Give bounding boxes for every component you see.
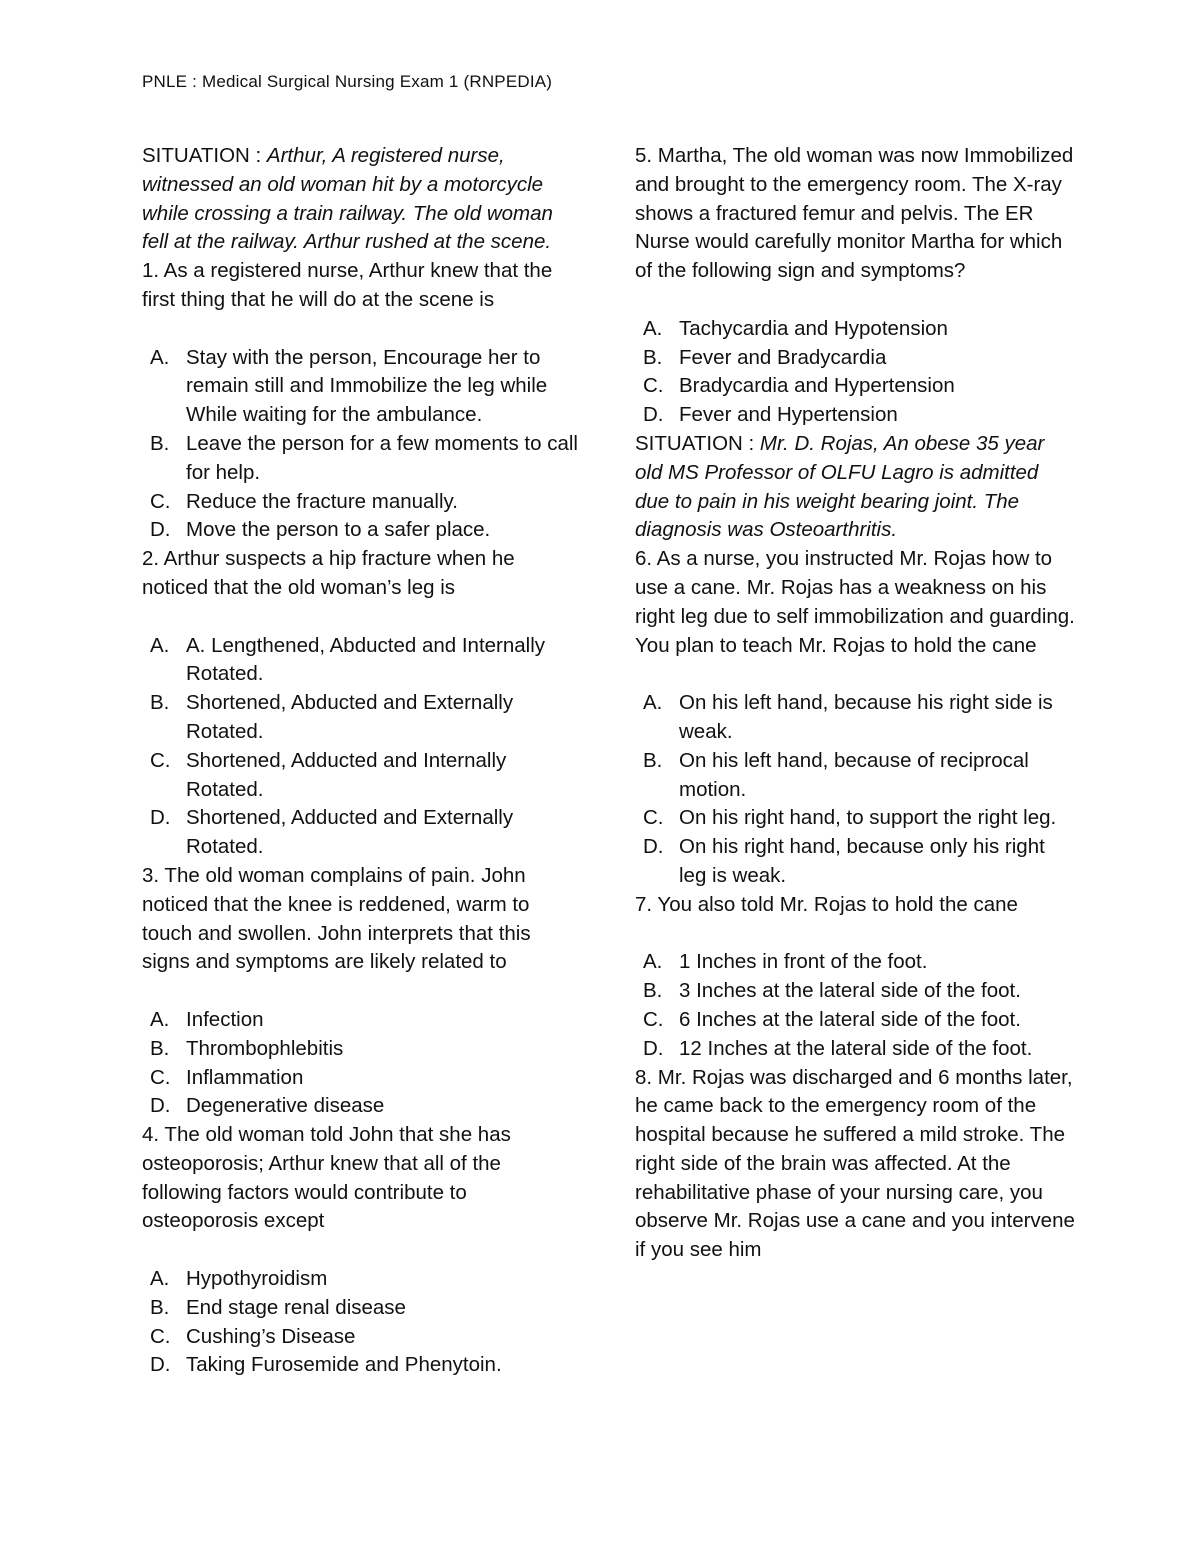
option-letter: D.: [150, 1094, 171, 1118]
option-text: Fever and Hypertension: [679, 403, 898, 427]
option-text: 6 Inches at the lateral side of the foot.: [679, 1007, 1021, 1031]
option-text: Leave the person for a few moments to call for help.: [186, 431, 578, 484]
option-text: Shortened, Adducted and Externally Rotated.: [186, 806, 514, 859]
option-text: On his left hand, because his right side is weak.: [679, 691, 1053, 743]
option-text: Thrombophlebitis: [186, 1036, 344, 1060]
option-letter: D.: [643, 835, 664, 859]
page-header: PNLE : Medical Surgical Nursing Exam 1 (RNPEDIA): [142, 72, 553, 91]
option-text: Tachycardia and Hypotension: [679, 316, 948, 340]
option-text: 1 Inches in front of the foot.: [679, 950, 928, 974]
left-column: [142, 142, 582, 1380]
option-text: Stay with the person, Encourage her to remain still and Immobilize the leg while While waiting for the ambulance.: [186, 345, 548, 427]
option-letter: D.: [150, 518, 171, 542]
option-c: [635, 372, 1075, 401]
option-text: Taking Furosemide and Phenytoin.: [186, 1353, 502, 1377]
option-letter: A.: [643, 691, 663, 715]
question-6: 6. As a nurse, you instructed Mr. Rojas how to use a cane. Mr. Rojas has a weakness on his right leg due to self immobilization and guarding. You plan to teach Mr. Rojas to hold the cane: [635, 547, 1075, 657]
option-d: [635, 401, 1075, 430]
option-text: 3 Inches at the lateral side of the foot.: [679, 979, 1021, 1003]
situation-text: Mr. D. Rojas, An obese 35 year old MS Professor of OLFU Lagro is admitted due to pain in his weight bearing joint. The diagnosis was Osteoarthritis.: [635, 431, 1045, 542]
option-letter: B.: [150, 1295, 170, 1319]
situation-label: SITUATION :: [635, 431, 760, 455]
option-letter: C.: [150, 1324, 171, 1348]
option-d: [142, 804, 582, 862]
option-text: Fever and Bradycardia: [679, 345, 887, 369]
option-c: [635, 1006, 1075, 1035]
option-text: Shortened, Adducted and Internally Rotated.: [186, 748, 507, 801]
option-letter: A.: [150, 345, 170, 369]
option-b: [142, 1035, 582, 1064]
option-text: Hypothyroidism: [186, 1267, 328, 1291]
option-letter: D.: [643, 403, 664, 427]
option-letter: A.: [150, 1267, 170, 1291]
option-a: [142, 1006, 582, 1035]
option-a: [635, 315, 1075, 344]
option-a: [635, 948, 1075, 977]
option-letter: C.: [150, 1065, 171, 1089]
question-5: 5. Martha, The old woman was now Immobilized and brought to the emergency room. The X-ray shows a fractured femur and pelvis. The ER Nurse would carefully monitor Martha for which of the following sign and symptoms?: [635, 144, 1074, 283]
option-text: Move the person to a safer place.: [186, 518, 491, 542]
option-a: [142, 1265, 582, 1294]
options-q3: [142, 1006, 582, 1121]
option-b: [142, 689, 582, 747]
option-text: Cushing’s Disease: [186, 1324, 356, 1348]
option-letter: A.: [643, 950, 663, 974]
question-4: 4. The old woman told John that she has osteoporosis; Arthur knew that all of the following factors would contribute to osteoporosis except: [142, 1123, 511, 1233]
situation-label: SITUATION :: [142, 144, 267, 167]
question-7: 7. You also told Mr. Rojas to hold the cane: [635, 892, 1018, 916]
option-text: Reduce the fracture manually.: [186, 489, 458, 513]
option-c: [142, 1323, 582, 1352]
option-text: On his right hand, because only his right leg is weak.: [679, 835, 1045, 887]
option-letter: C.: [150, 489, 171, 513]
option-a: [142, 632, 582, 690]
question-3: 3. The old woman complains of pain. John noticed that the knee is reddened, warm to touch and swollen. John interprets that this signs and symptoms are likely related to: [142, 863, 531, 974]
options-q1: [142, 344, 582, 546]
option-d: [142, 516, 582, 545]
option-letter: B.: [150, 691, 170, 715]
option-b: [635, 747, 1075, 805]
options-q2: [142, 632, 582, 862]
option-letter: A.: [643, 316, 663, 340]
question-8: 8. Mr. Rojas was discharged and 6 months later, he came back to the emergency room of the hospital because he suffered a mild stroke. The right side of the brain was affected. At the rehabilitative phase of your nursing care, you observe Mr. Rojas use a cane and you intervene if you see him: [635, 1065, 1075, 1262]
options-q5: [635, 315, 1075, 430]
option-text: Inflammation: [186, 1065, 304, 1089]
option-letter: A.: [150, 633, 170, 657]
option-d: [635, 1035, 1075, 1064]
option-text: On his right hand, to support the right leg.: [679, 806, 1057, 830]
option-d: [142, 1092, 582, 1121]
option-b: [635, 344, 1075, 373]
option-letter: B.: [150, 1036, 170, 1060]
option-a: [142, 344, 582, 430]
option-c: [635, 804, 1075, 833]
option-text: Degenerative disease: [186, 1094, 385, 1118]
option-letter: B.: [643, 345, 663, 369]
option-letter: B.: [150, 431, 170, 455]
option-b: [142, 1294, 582, 1323]
option-c: [142, 488, 582, 517]
option-text: End stage renal disease: [186, 1295, 406, 1319]
option-letter: B.: [643, 748, 663, 772]
option-text: Infection: [186, 1007, 264, 1031]
option-b: [142, 430, 582, 488]
question-1: 1. As a registered nurse, Arthur knew that the first thing that he will do at the scene is: [142, 259, 553, 311]
option-letter: C.: [643, 806, 664, 830]
option-letter: C.: [150, 748, 171, 772]
option-text: Bradycardia and Hypertension: [679, 374, 955, 398]
option-b: [635, 977, 1075, 1006]
options-q7: [635, 948, 1075, 1063]
option-a: [635, 689, 1075, 747]
option-letter: D.: [150, 1353, 171, 1377]
option-text: A. Lengthened, Abducted and Internally Rotated.: [186, 633, 546, 686]
situation-text: Arthur, A registered nurse, witnessed an old woman hit by a motorcycle while crossing a train railway. The old woman fell at the railway. Arthur rushed at the scene.: [142, 144, 553, 254]
right-column: [635, 142, 1075, 1265]
option-letter: C.: [643, 374, 664, 398]
option-letter: B.: [643, 979, 663, 1003]
options-q6: [635, 689, 1075, 891]
question-2: 2. Arthur suspects a hip fracture when he noticed that the old woman’s leg is: [142, 547, 515, 599]
option-letter: D.: [150, 806, 171, 830]
situation-2: [635, 430, 1075, 545]
options-q4: [142, 1265, 582, 1380]
option-d: [142, 1351, 582, 1380]
option-text: On his left hand, because of reciprocal motion.: [679, 748, 1029, 801]
option-text: Shortened, Abducted and Externally Rotated.: [186, 691, 514, 743]
option-text: 12 Inches at the lateral side of the foot.: [679, 1036, 1033, 1060]
option-letter: A.: [150, 1007, 170, 1031]
option-c: [142, 747, 582, 805]
option-c: [142, 1064, 582, 1093]
option-d: [635, 833, 1075, 891]
option-letter: C.: [643, 1007, 664, 1031]
option-letter: D.: [643, 1036, 664, 1060]
situation-1: [142, 142, 582, 257]
